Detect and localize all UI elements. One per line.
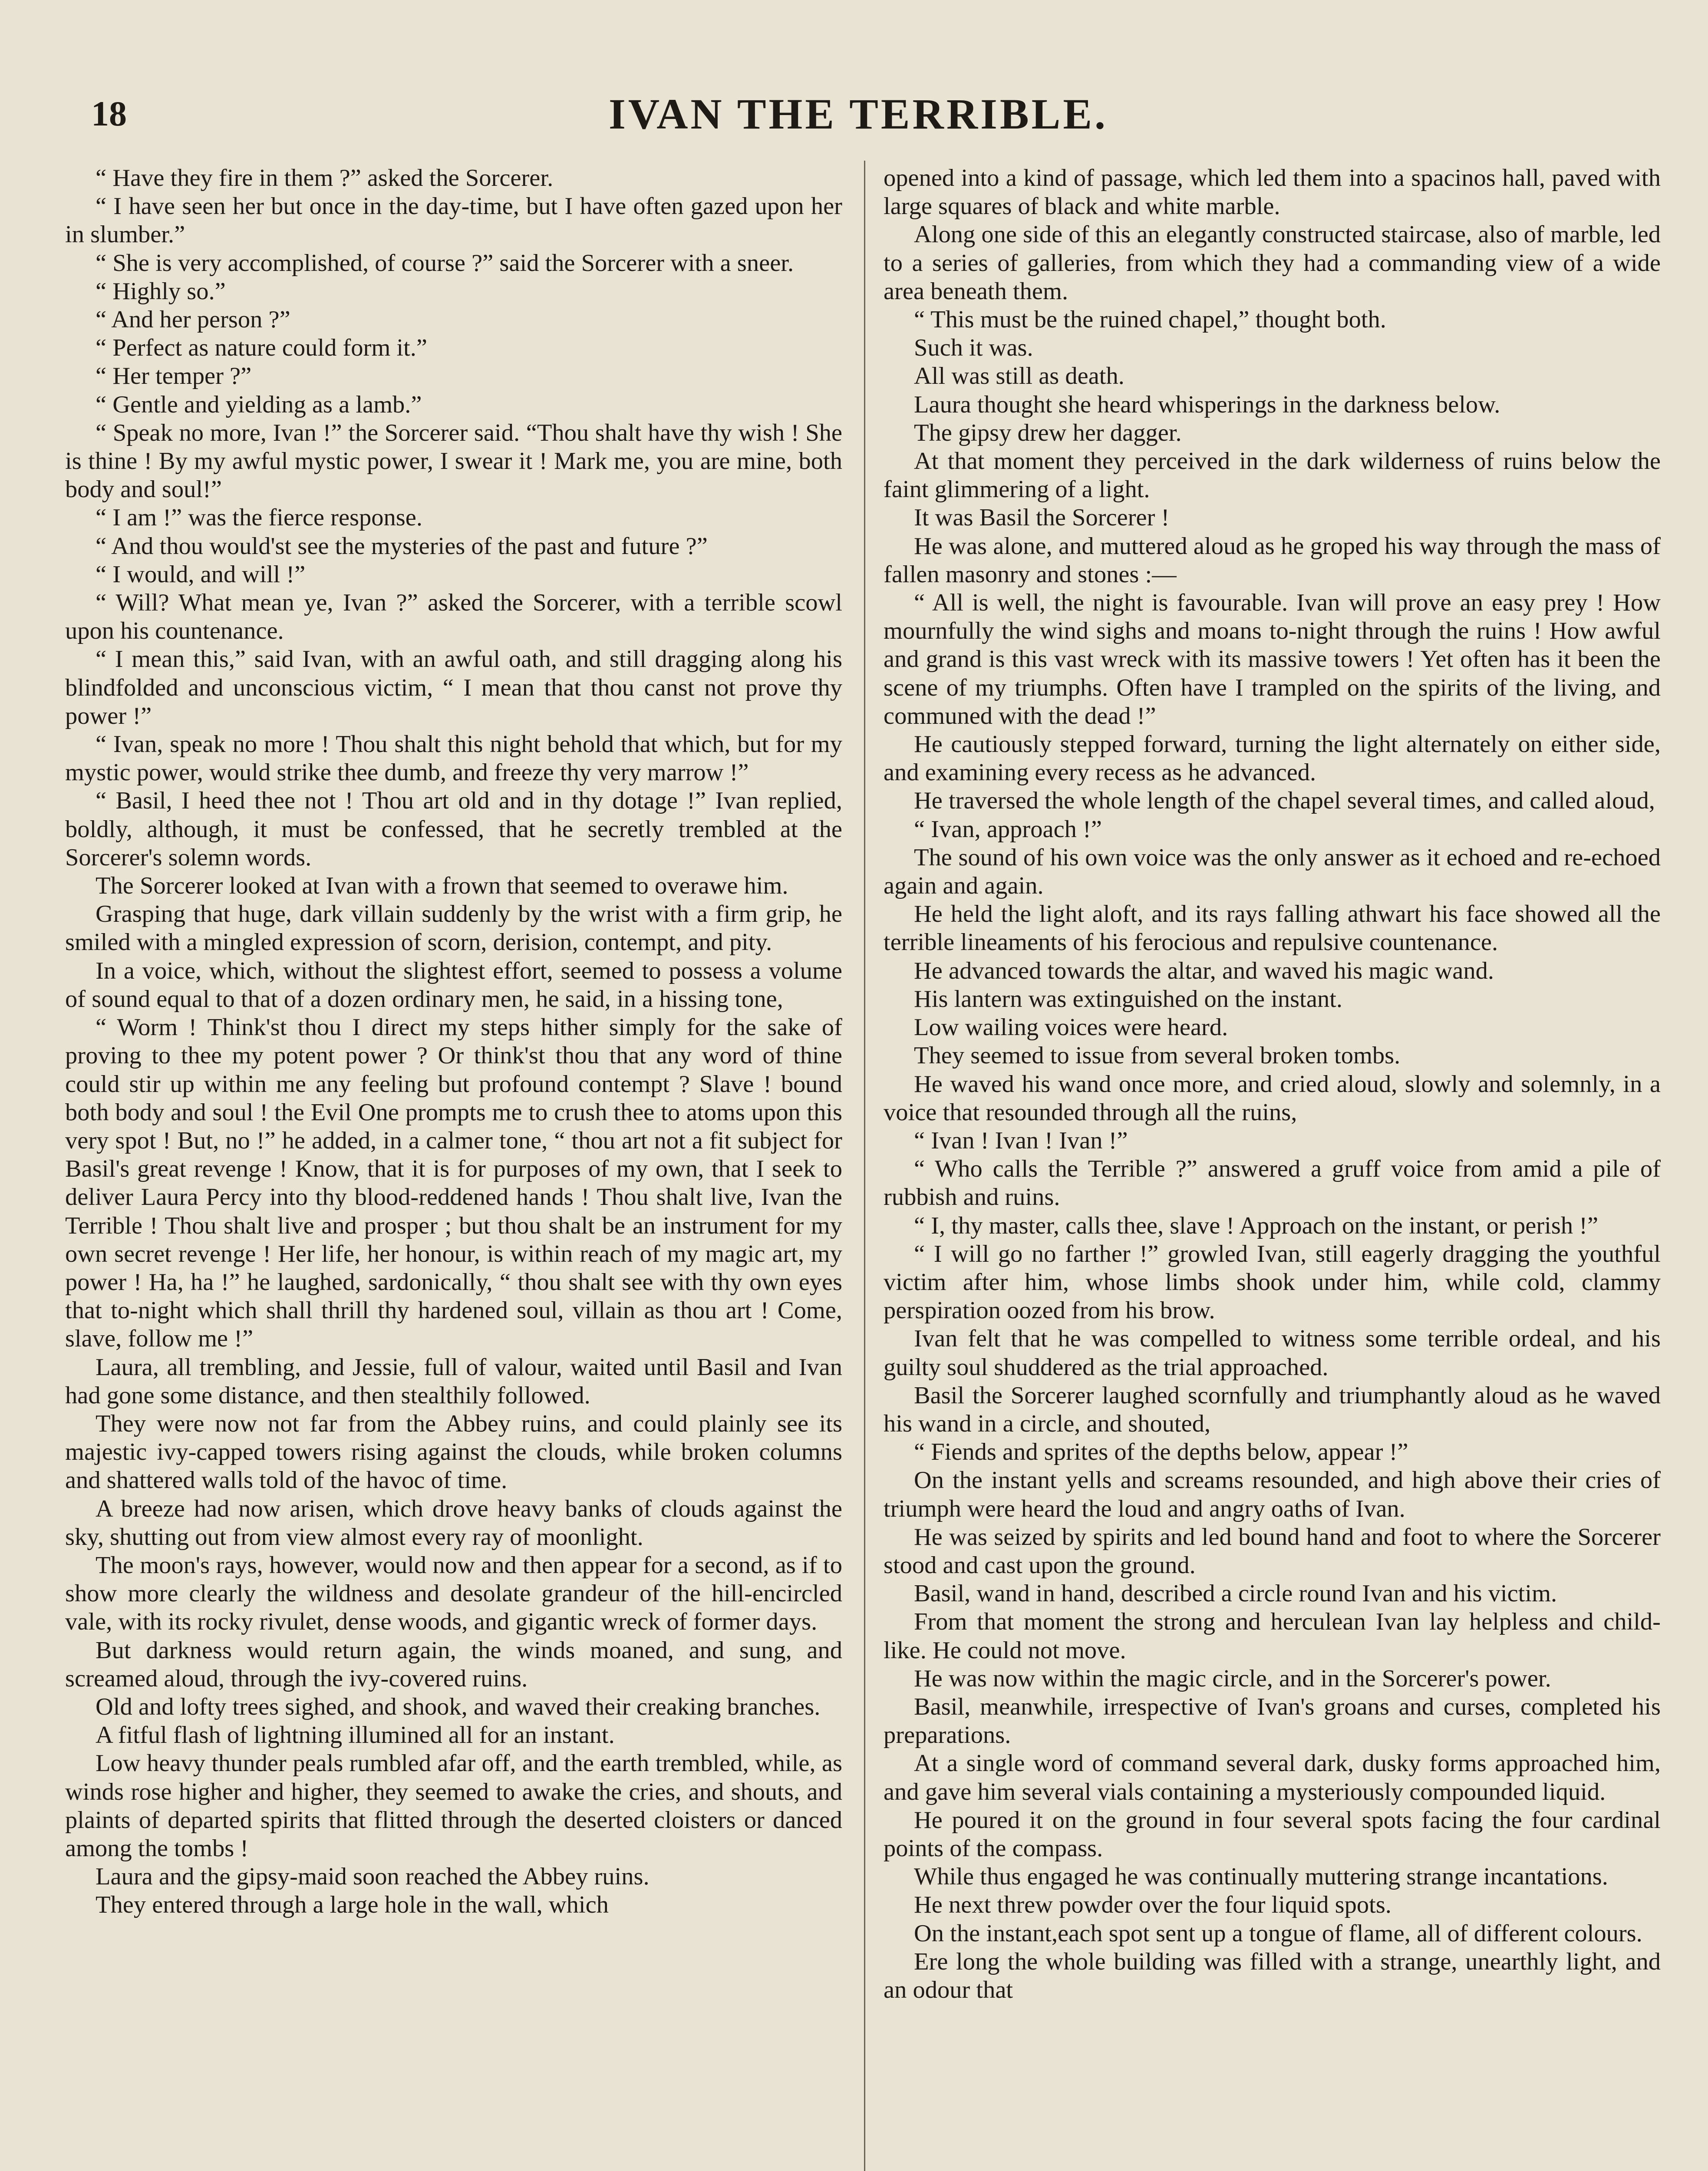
paragraph: “ I, thy master, calls thee, slave ! Approach on the instant, or perish !” bbox=[914, 1212, 1599, 1239]
left-column bbox=[65, 164, 842, 1920]
paragraph: Such it was. bbox=[914, 334, 1033, 362]
page-number: 18 bbox=[91, 94, 127, 133]
paragraph: Basil the Sorcerer laughed scornfully and triumphantly aloud as he waved his wand in a circle, and shouted, bbox=[884, 1382, 1661, 1437]
paragraph: From that moment the strong and herculean Ivan lay helpless and child-like. He could not move. bbox=[884, 1608, 1661, 1664]
paragraph: The Sorcerer looked at Ivan with a frown that seemed to overawe him. bbox=[96, 872, 788, 900]
paragraph: He was now within the magic circle, and in the Sorcerer's power. bbox=[914, 1665, 1551, 1692]
paragraph: “ Will? What mean ye, Ivan ?” asked the Sorcerer, with a terrible scowl upon his countenance. bbox=[65, 589, 842, 645]
paragraph: “ Speak no more, Ivan !” the Sorcerer said. “Thou shalt have thy wish ! She is thine ! By my awful mystic power, I swear it ! Mark me, you are mine, both body and soul!” bbox=[65, 419, 842, 503]
paragraph: “ Who calls the Terrible ?” answered a gruff voice from amid a pile of rubbish and ruins. bbox=[884, 1155, 1661, 1211]
paragraph: “ I am !” was the fierce response. bbox=[96, 504, 422, 531]
paragraph: The gipsy drew her dagger. bbox=[914, 419, 1182, 446]
paragraph: He advanced towards the altar, and waved his magic wand. bbox=[914, 957, 1494, 984]
page-header bbox=[65, 89, 1652, 145]
paragraph: Laura and the gipsy-maid soon reached the Abbey ruins. bbox=[96, 1863, 650, 1891]
paragraph: “ Ivan, speak no more ! Thou shalt this night behold that which, but for my mystic power, would strike thee dumb, and freeze thy very marrow !” bbox=[65, 731, 842, 786]
paragraph: He next threw powder over the four liquid spots. bbox=[914, 1891, 1391, 1919]
paragraph: On the instant yells and screams resounded, and high above their cries of triumph were heard the loud and angry oaths of Ivan. bbox=[884, 1467, 1661, 1522]
paragraph: Grasping that huge, dark villain suddenly by the wrist with a firm grip, he smiled with a mingled expression of scorn, derision, contempt, and pity. bbox=[65, 901, 842, 956]
paragraph: “ And her person ?” bbox=[96, 306, 290, 333]
paragraph: It was Basil the Sorcerer ! bbox=[914, 504, 1170, 531]
paragraph: “ Worm ! Think'st thou I direct my steps hither simply for the sake of proving to thee my potent power ? Or think'st thou that any word of thine could stir up within me any feeling but profound contempt ? Slave ! bound both body and soul ! the Evil One prompts me to crush thee to atoms upon this very spot ! But, no !” he added, in a calmer tone, “ thou art not a fit subject for Basil's great revenge ! Know, that it is for purposes of my own, that I seek to deliver Laura Percy into thy blood-reddened hands ! Thou shalt live, Ivan the Terrible ! Thou shalt live and prosper ; but thou shalt be an instrument for my own secret revenge ! Her life, her honour, is within reach of my magic art, my power ! Ha, ha !” he laughed, sardonically, “ thou shalt see with thy own eyes that to-night which shall thrill thy hardened soul, villain as thou art ! Come, slave, follow me !” bbox=[65, 1014, 842, 1353]
paragraph: “ I would, and will !” bbox=[96, 561, 306, 588]
right-column bbox=[884, 164, 1661, 2004]
paragraph: The sound of his own voice was the only answer as it echoed and re-echoed again and again. bbox=[884, 844, 1661, 900]
paragraph: He traversed the whole length of the chapel several times, and called aloud, bbox=[914, 787, 1655, 815]
paragraph: “ She is very accomplished, of course ?” said the Sorcerer with a sneer. bbox=[96, 249, 794, 277]
paragraph: They seemed to issue from several broken tombs. bbox=[914, 1042, 1401, 1069]
paragraph: Low heavy thunder peals rumbled afar off, and the earth trembled, while, as winds rose higher and higher, they seemed to awake the cries, and shouts, and plaints of departed spirits that flitted through the deserted cloisters or danced among the tombs ! bbox=[65, 1750, 842, 1862]
paragraph: While thus engaged he was continually muttering strange incantations. bbox=[914, 1863, 1608, 1891]
running-title: IVAN THE TERRIBLE. bbox=[608, 90, 1108, 138]
paragraph: He was seized by spirits and led bound hand and foot to where the Sorcerer stood and cast upon the ground. bbox=[884, 1523, 1661, 1579]
paragraph: At a single word of command several dark, dusky forms approached him, and gave him several vials containing a mysteriously compounded liquid. bbox=[884, 1750, 1661, 1805]
paragraph: “ This must be the ruined chapel,” thought both. bbox=[914, 306, 1386, 333]
paragraph: “ Have they fire in them ?” asked the Sorcerer. bbox=[96, 165, 554, 191]
paragraph: They were now not far from the Abbey ruins, and could plainly see its majestic ivy-capped towers rising against the clouds, while broken columns and shattered walls told of the havoc of time. bbox=[65, 1410, 842, 1494]
paragraph: A breeze had now arisen, which drove heavy banks of clouds against the sky, shutting out from view almost every ray of moonlight. bbox=[65, 1495, 842, 1551]
paragraph: He poured it on the ground in four several spots facing the four cardinal points of the compass. bbox=[884, 1806, 1661, 1862]
paragraph: “ I will go no farther !” growled Ivan, still eagerly dragging the youthful victim after him, whose limbs shook under him, while cold, clammy perspiration oozed from his brow. bbox=[884, 1240, 1661, 1324]
paragraph: They entered through a large hole in the wall, which bbox=[96, 1891, 609, 1919]
paragraph: He waved his wand once more, and cried aloud, slowly and solemnly, in a voice that resounded through all the ruins, bbox=[884, 1070, 1661, 1126]
paragraph: Along one side of this an elegantly constructed staircase, also of marble, led to a series of galleries, from which they had a commanding view of a wide area beneath them. bbox=[884, 221, 1661, 305]
paragraph: Laura thought she heard whisperings in the darkness below. bbox=[914, 391, 1500, 418]
paragraph: Low wailing voices were heard. bbox=[914, 1014, 1228, 1041]
paragraph: Laura, all trembling, and Jessie, full of valour, waited until Basil and Ivan had gone some distance, and then stealthily followed. bbox=[65, 1353, 842, 1409]
column-divider bbox=[864, 161, 865, 2171]
paragraph: Ere long the whole building was filled with a strange, unearthly light, and an odour that bbox=[884, 1948, 1661, 2003]
paragraph: On the instant,each spot sent up a tongue of flame, all of different colours. bbox=[914, 1920, 1642, 1947]
paragraph: “ Her temper ?” bbox=[96, 363, 252, 390]
paragraph: At that moment they perceived in the dark wilderness of ruins below the faint glimmering of a light. bbox=[884, 448, 1661, 503]
paragraph: “ Fiends and sprites of the depths below, appear !” bbox=[914, 1439, 1408, 1466]
paragraph: In a voice, which, without the slightest effort, seemed to possess a volume of sound equal to that of a dozen ordinary men, he said, in a hissing tone, bbox=[65, 957, 842, 1013]
paragraph: “ And thou would'st see the mysteries of the past and future ?” bbox=[96, 532, 708, 560]
paragraph: His lantern was extinguished on the instant. bbox=[914, 985, 1343, 1013]
paragraph: Old and lofty trees sighed, and shook, and waved their creaking branches. bbox=[96, 1693, 821, 1720]
paragraph: “ Basil, I heed thee not ! Thou art old and in thy dotage !” Ivan replied, boldly, although, it must be confessed, that he secretly trembled at the Sorcerer's solemn words. bbox=[65, 787, 842, 871]
paragraph: A fitful flash of lightning illumined all for an instant. bbox=[96, 1722, 615, 1749]
paragraph: “ I have seen her but once in the day-time, but I have often gazed upon her in slumber.” bbox=[65, 193, 842, 248]
paragraph: The moon's rays, however, would now and then appear for a second, as if to show more clearly the wildness and desolate grandeur of the hill-encircled vale, with its rocky rivulet, dense woods, and gigantic wreck of former days. bbox=[65, 1551, 842, 1636]
paragraph: But darkness would return again, the winds moaned, and sung, and screamed aloud, through the ivy-covered ruins. bbox=[65, 1636, 842, 1692]
paragraph: “ I mean this,” said Ivan, with an awful oath, and still dragging along his blindfolded and unconscious victim, “ I mean that thou canst not prove thy power !” bbox=[65, 646, 842, 729]
paragraph: “ All is well, the night is favourable. Ivan will prove an easy prey ! How mournfully the wind sighs and moans to-night through the ruins ! How awful and grand is this vast wreck with its massive towers ! Yet often has it been the scene of my triumphs. Often have I trampled on the spirits of the living, and communed with the dead !” bbox=[884, 589, 1661, 729]
paragraph: He held the light aloft, and its rays falling athwart his face showed all the terrible lineaments of his ferocious and repulsive countenance. bbox=[884, 901, 1661, 956]
paragraph: “ Highly so.” bbox=[96, 277, 226, 305]
paragraph: “ Ivan, approach !” bbox=[914, 815, 1102, 843]
paragraph: He cautiously stepped forward, turning the light alternately on either side, and examining every recess as he advanced. bbox=[884, 731, 1661, 786]
paragraph: He was alone, and muttered aloud as he groped his way through the mass of fallen masonry and stones :— bbox=[884, 532, 1661, 588]
paragraph: opened into a kind of passage, which led them into a spacinos hall, paved with large squares of black and white marble. bbox=[884, 165, 1661, 220]
paragraph: Basil, wand in hand, described a circle round Ivan and his victim. bbox=[914, 1580, 1557, 1607]
paragraph: “ Gentle and yielding as a lamb.” bbox=[96, 391, 422, 418]
paragraph: All was still as death. bbox=[914, 363, 1124, 390]
paragraph: “ Perfect as nature could form it.” bbox=[96, 334, 427, 362]
paragraph: Basil, meanwhile, irrespective of Ivan's groans and curses, completed his preparations. bbox=[884, 1693, 1661, 1749]
paragraph: Ivan felt that he was compelled to witness some terrible ordeal, and his guilty soul shuddered as the trial approached. bbox=[884, 1325, 1661, 1381]
paragraph: “ Ivan ! Ivan ! Ivan !” bbox=[914, 1127, 1128, 1154]
